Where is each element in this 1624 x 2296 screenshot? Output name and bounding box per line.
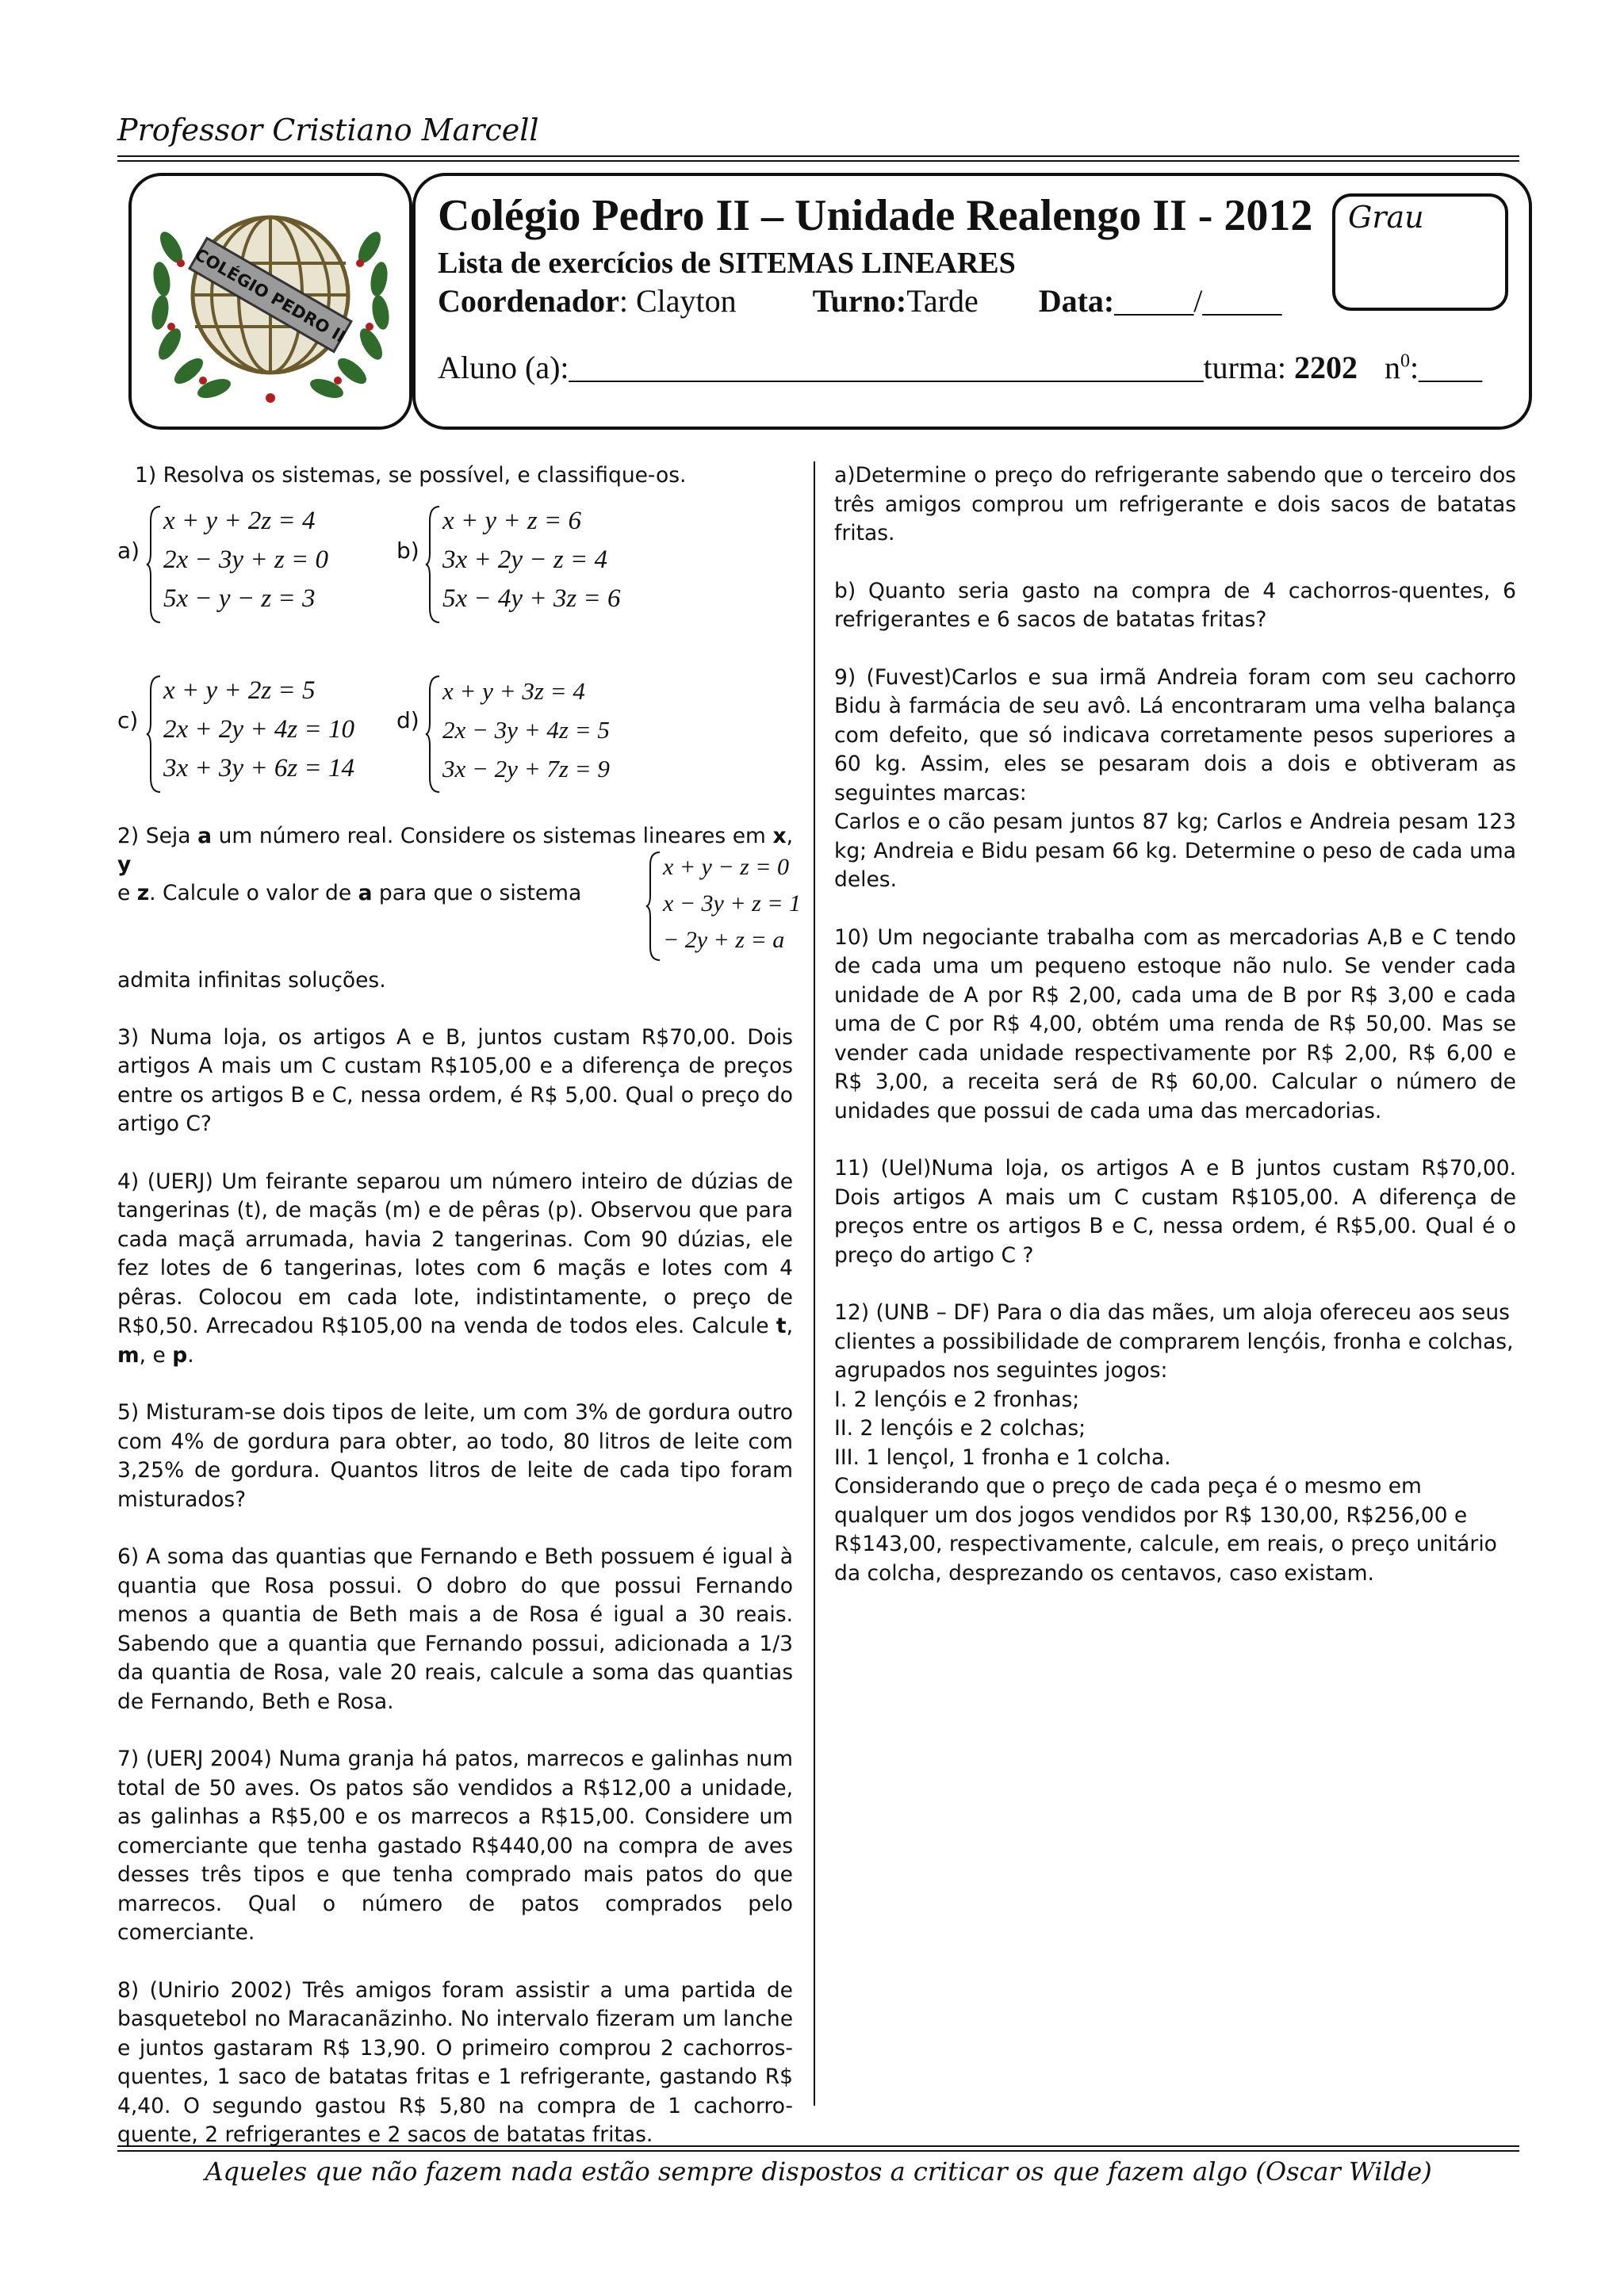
q12-intro: 12) (UNB – DF) Para o dia das mães, um aloja ofereceu aos seus clientes a possibilidade de comprarem lençóis, fronha e colchas, agrupados nos seguintes jogos: [834, 1300, 1514, 1383]
q9-text [834, 664, 1516, 895]
column-divider [814, 461, 815, 2106]
q5-text: 5) Misturam-se dois tipos de leite, um com 3% de gordura outro com 4% de gordura para obter, ao todo, 80 litros de leite com 3,25% de gordura. Quantos litros de leite de cada tipo foram misturados? [117, 1400, 793, 1512]
footer-rule-2 [117, 2150, 1519, 2152]
q10-text: 10) Um negociante trabalha com as mercadorias A,B e C tendo de cada uma um pequeno estoque não nulo. Se vender cada unidade de A por R$ 2,00, cada uma de B por R$ 3,00 e cada uma de C por R$ 4,00, obtém uma renda de R$ 50,00. Mas se vender cada unidade respectivamente por R$ 2,00, R$ 6,00 e R$ 3,00, a receita será de R$ 60,00. Calcular o número de unidades que possui de cada uma das mercadorias. [834, 924, 1516, 1123]
q2-text-a: 2) Seja [117, 823, 198, 848]
q2-text-e: para que o sistema [372, 880, 582, 905]
q2-var-z: z [136, 880, 150, 905]
q2-eq1: x + y − z = 0 [663, 853, 790, 880]
system-d-eq1: x + y + 3z = 4 [442, 676, 585, 705]
system-b-eq3: 5x − 4y + 3z = 6 [442, 584, 621, 613]
system-a-eq3: 5x − y − z = 3 [163, 584, 316, 613]
q4-var-m: m [117, 1342, 140, 1368]
footer-quote: Aqueles que não fazem nada estão sempre dispostos a criticar os que fazem algo (Oscar Wilde) [205, 2156, 1432, 2187]
q1-systems-cd [117, 672, 793, 806]
system-d [442, 672, 610, 788]
q3-text: 3) Numa loja, os artigos A e B, juntos custam R$70,00. Dois artigos A mais um C custam R$105,00 e a diferença de preços entre os artigos B e C, nessa ordem, é R$ 5,00. Qual o preço do artigo C? [117, 1024, 793, 1136]
q4-sep2: , e [139, 1342, 173, 1368]
school-logo-icon [132, 176, 409, 427]
q9-intro: 9) (Fuvest)Carlos e sua irmã Andreia foram com seu cachorro Bidu à farmácia de seu avô. Lá encontraram uma velha balança com defeito, que só indicava corretamente pesos superiores a 60 kg. Assim, eles se pesaram dois a dois e obtiveram as seguintes marcas: [834, 664, 1516, 806]
q12-item-1: I. 2 lençóis e 2 fronhas; [834, 1387, 1080, 1412]
system-a [163, 502, 328, 618]
brace-icon [146, 505, 162, 624]
q2-var-a2: a [358, 880, 373, 905]
coordinator-line [438, 282, 1281, 320]
turma-value: 2202 [1293, 350, 1358, 385]
logo-text: COLÉGIO PEDRO II [191, 244, 349, 347]
numero-label: n [1384, 350, 1400, 385]
q2-comma: , [786, 823, 793, 848]
system-d-eq2: 2x − 3y + 4z = 5 [442, 715, 610, 744]
q8a-text: a)Determine o preço do refrigerante sabendo que o terceiro dos três amigos comprou um refrigerante e dois sacos de batatas fritas. [834, 463, 1516, 545]
system-b-eq1: x + y + z = 6 [442, 506, 581, 535]
system-c-eq1: x + y + 2z = 5 [163, 675, 316, 705]
student-line [438, 349, 1482, 386]
numero-blank: :____ [1409, 350, 1483, 385]
q11-text: 11) (Uel)Numa loja, os artigos A e B juntos custam R$70,00. Dois artigos A mais um C custam R$105,00. A diferença de preços entre os artigos B e C, nessa ordem, é R$5,00. Qual é o preço do artigo C ? [834, 1156, 1516, 1268]
q2-line2 [117, 879, 641, 909]
q1-systems-ab [117, 502, 793, 637]
q7-text: 7) (UERJ 2004) Numa granja há patos, marrecos e galinhas num total de 50 aves. Os patos são vendidos a R$12,00 a unidade, as galinhas a R$5,00 e os marrecos a R$15,00. Considere um comerciante que tenha gastado R$440,00 na compra de aves desses três tipos e que tenha comprado mais patos do que marrecos. Qual o número de patos comprados pelo comerciante. [117, 1747, 793, 1945]
right-column [834, 461, 1516, 1588]
q4-var-t: t [776, 1314, 787, 1338]
system-d-eq3: 3x − 2y + 7z = 9 [442, 754, 610, 783]
brace-icon [425, 675, 441, 794]
coord-value: : Clayton [619, 283, 737, 319]
header-rule [117, 155, 1519, 157]
q12-outro: Considerando que o preço de cada peça é o mesmo em qualquer um dos jogos vendidos por R$ 130,00, R$256,00 e R$143,00, respectivamente, calcule, em reais, o preço unitário da colcha, desprezando os centavos, caso existam. [834, 1474, 1497, 1586]
q9-data: Carlos e o cão pesam juntos 87 kg; Carlos e Andreia pesam 123 kg; Andreia e Bidu pesam 66 kg. Determine o peso de cada uma deles. [834, 809, 1516, 892]
q2-text-b: um número real. Considere os sistemas lineares em [212, 823, 773, 848]
system-c-eq2: 2x + 2y + 4z = 10 [163, 714, 354, 744]
q2-var-y: y [117, 852, 132, 877]
q1-d-label: d) [396, 706, 419, 733]
q4-sep1: , [786, 1314, 793, 1338]
turno-value: Tarde [906, 283, 979, 319]
q2-text-d: . Calcule o valor de [149, 880, 358, 905]
q12-block [834, 1299, 1516, 1588]
header-rule-2 [117, 160, 1519, 162]
student-label: Aluno (a):________________________________________ [438, 350, 1204, 385]
q2-text-c: e [117, 880, 137, 905]
q4-body: 4) (UERJ) Um feirante separou um número inteiro de dúzias de tangerinas (t), de maçãs (m) e de pêras (p). Observou que para cada maçã arrumada, havia 2 tangerinas. Com 90 dúzias, ele fez lotes de 6 tangerinas, lotes com 6 maçãs e lotes com 4 pêras. Colocou em cada lote, indistintamente, o preço de R$0,50. Arrecadou R$105,00 na venda de todos eles. Calcule [117, 1169, 793, 1338]
q2-var-a: a [197, 823, 213, 848]
q1-b-label: b) [396, 537, 419, 564]
q12-item-2: II. 2 lençóis e 2 colchas; [834, 1416, 1086, 1441]
turma-label: turma: [1203, 350, 1294, 385]
brace-icon [146, 675, 162, 794]
q6-text: 6) A soma das quantias que Fernando e Beth possuem é igual à quantia que Rosa possui. O dobro do que possui Fernando menos a quantia de Beth mais a de Rosa é igual a 30 reais. Sabendo que a quantia que Fernando possui, adicionada a 1/3 da quantia de Rosa, vale 20 reais, calcule a soma das quantias de Fernando, Beth e Rosa. [117, 1544, 793, 1714]
q1-a-label: a) [117, 537, 140, 564]
q8b-text: b) Quanto seria gasto na compra de 4 cachorros-quentes, 6 refrigerantes e 6 sacos de batatas fritas? [834, 578, 1516, 632]
q1-text: 1) Resolva os sistemas, se possível, e classifique-os. [135, 463, 687, 488]
numero-sup: 0 [1400, 350, 1410, 372]
q2-line3: admita infinitas soluções. [117, 967, 386, 993]
q2-system [663, 849, 801, 959]
footer-rule [117, 2145, 1519, 2147]
brace-icon [425, 505, 441, 624]
left-column [117, 461, 802, 2179]
q12-item-3: III. 1 lençol, 1 fronha e 1 colcha. [834, 1445, 1171, 1470]
data-blank: _____/_____ [1114, 283, 1282, 319]
grade-label: Grau [1348, 200, 1424, 235]
data-label: Data: [1038, 283, 1115, 319]
q1-c-label: c) [117, 706, 139, 733]
turno-label: Turno: [812, 283, 907, 319]
coord-label: Coordenador [438, 283, 619, 319]
system-a-eq2: 2x − 3y + z = 0 [163, 545, 328, 574]
system-c-eq3: 3x + 3y + 6z = 14 [163, 753, 354, 783]
q4-text [117, 1168, 793, 1371]
q2-eq2: x − 3y + z = 1 [663, 890, 802, 916]
system-b-eq2: 3x + 2y − z = 4 [442, 545, 607, 574]
professor-name: Professor Cristiano Marcell [117, 113, 539, 147]
q2-eq3: − 2y + z = a [663, 926, 785, 953]
list-title: Lista de exercícios de SITEMAS LINEARES [438, 247, 1016, 280]
system-a-eq1: x + y + 2z = 4 [163, 506, 316, 535]
brace-icon [645, 851, 661, 962]
q4-var-p: p [172, 1342, 188, 1368]
school-title: Colégio Pedro II – Unidade Realengo II - 2012 [438, 191, 1313, 240]
q2-var-x: x [772, 823, 787, 848]
system-b [442, 502, 620, 618]
q4-end: . [187, 1342, 194, 1368]
logo-frame [128, 173, 412, 430]
q8-text: 8) (Unirio 2002) Três amigos foram assistir a uma partida de basquetebol no Maracanãzinho. No intervalo fizeram um lanche e juntos gastaram R$ 13,90. O primeiro comprou 2 cachorros-quentes, 1 saco de batatas fritas e 1 refrigerante, gastando R$ 4,40. O segundo gastou R$ 5,80 na compra de 1 cachorro-quente, 2 refrigerantes e 2 sacos de batatas fritas. [117, 1977, 793, 2147]
system-c [163, 672, 354, 788]
q2-block [117, 822, 802, 995]
